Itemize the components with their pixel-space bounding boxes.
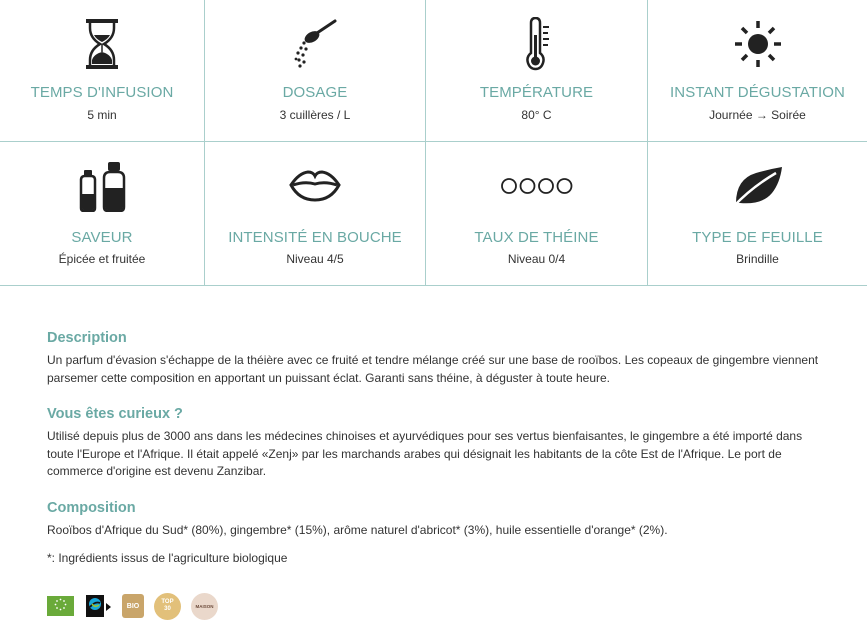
info-title: INSTANT DÉGUSTATION [670,84,845,101]
info-title: TYPE DE FEUILLE [692,229,823,246]
info-cell-leaf-type [648,142,867,285]
info-value: Niveau 0/4 [507,252,566,266]
lips-icon [205,156,425,216]
info-title: INTENSITÉ EN BOUCHE [228,229,402,246]
grid-divider [0,285,867,286]
spice-jars-icon [0,156,204,216]
curious-text: Utilisé depuis plus de 3000 ans dans les médecines chinoises et ayurvédiques pour ses vertus bienfaisantes, le gingembre a été importé dans toute l'Europe et l'Afrique. Il était appelé «Zenj» par les marchands arabes qui désignait les habitants de la côte Est de l'Afrique. Le port de commerce d'origine est devenu Zanzibar. [47,429,803,478]
theine-level-dot [520,179,534,193]
top30-badge [154,593,181,620]
theine-level-dot [557,179,571,193]
info-cell-dosage [205,0,425,141]
info-cell-infusion-time [0,0,204,141]
composition-text: Rooïbos d'Afrique du Sud* (80%), gingembre* (15%), arôme naturel d'abricot* (3%), huile essentielle d'orange* (2%). [47,522,668,537]
info-title: TEMPS D'INFUSION [30,84,174,101]
info-value: Brindille [736,252,779,266]
info-value: 3 cuillères / L [279,108,351,122]
curious-heading: Vous êtes curieux ? [47,406,183,422]
info-cell-tasting-time [648,0,867,141]
composition-heading: Composition [47,499,136,516]
info-title: DOSAGE [282,84,348,101]
spoon-icon [205,14,425,74]
info-cell-intensity [205,142,425,285]
hourglass-icon [0,14,204,74]
product-details [47,330,827,568]
info-value: Niveau 4/5 [286,252,344,266]
info-value: Épicée et fruitée [58,252,146,266]
bio-badge [122,594,144,618]
theine-level-dot [539,179,553,193]
maison-badge [191,593,218,620]
leaf-icon [648,156,867,216]
info-cell-theine [426,142,647,285]
info-title: TEMPÉRATURE [479,84,594,101]
theine-level-dot [502,179,516,193]
info-title: SAVEUR [71,229,133,246]
top30-badge-label: TOP 30 [161,599,174,612]
composition-footnote: *: Ingrédients issus de l'agriculture biologique [47,551,288,565]
description-text: Un parfum d'évasion s'échappe de la théière avec ce fruité et tendre mélange créé sur une base de rooïbos. Les copeaux de gingembre viennent parsemer cette composition en apportant un puissant éclat. Garanti sans théine, à déguster à toute heure. [47,353,819,385]
info-cell-flavor [0,142,204,285]
tea-info-grid [0,0,867,286]
maison-badge-label: MAISON [195,603,214,609]
thermometer-icon [426,14,647,74]
bio-badge-label: BIO [126,602,140,610]
info-value: 80° C [521,108,552,122]
certification-logos [47,592,218,620]
fairtrade-logo [84,595,112,617]
theine-circles-icon [426,156,647,216]
info-title: TAUX DE THÉINE [474,229,599,246]
info-value: Journée → Soirée [709,108,806,122]
sun-icon [648,14,867,74]
description-heading: Description [47,330,127,346]
info-value: 5 min [87,108,117,122]
eu-organic-logo [47,596,74,616]
info-cell-temperature [426,0,647,141]
